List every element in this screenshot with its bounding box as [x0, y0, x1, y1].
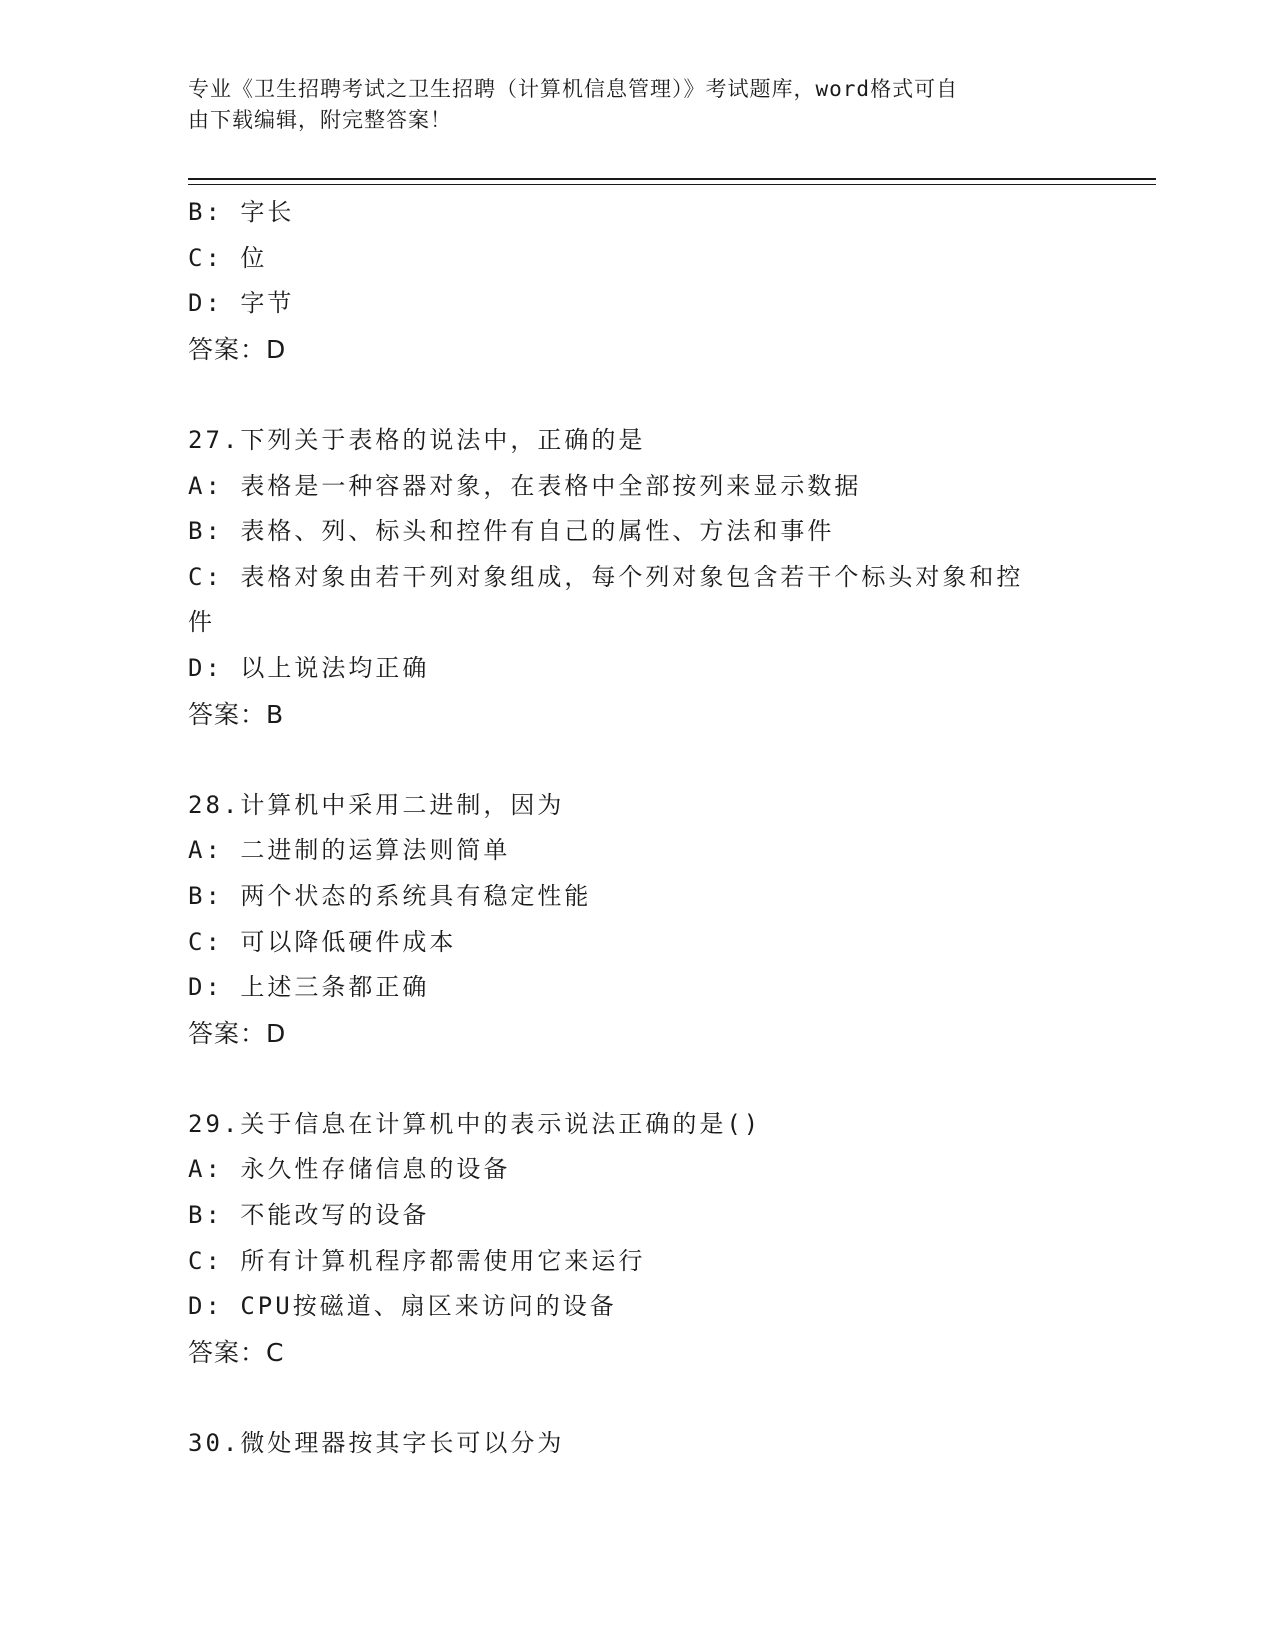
- question-spacer: [188, 737, 1088, 783]
- question-spacer: [188, 372, 1088, 418]
- option-b: B: 不能改写的设备: [188, 1201, 430, 1230]
- option-a: A: 表格是一种容器对象，在表格中全部按列来显示数据: [188, 471, 862, 500]
- document-header: [188, 74, 1088, 136]
- option-c: C: 表格对象由若干列对象组成，每个列对象包含若干个标头对象和控件: [188, 562, 1024, 637]
- option-c: C: 可以降低硬件成本: [188, 927, 457, 956]
- question-block-30: [188, 1421, 1088, 1467]
- option-d: D: CPU按磁道、扇区来访问的设备: [188, 1292, 617, 1321]
- question-stem: 28.计算机中采用二进制，因为: [188, 790, 565, 819]
- question-stem: 30.微处理器按其字长可以分为: [188, 1429, 565, 1458]
- header-rule-thick: [188, 178, 1156, 180]
- option-d: D: 字节: [188, 289, 295, 318]
- answer-line: 答案：C: [188, 1337, 285, 1367]
- option-d: D: 以上说法均正确: [188, 653, 430, 682]
- question-block-27: [188, 418, 1088, 737]
- question-spacer: [188, 1375, 1088, 1421]
- option-a: A: 二进制的运算法则简单: [188, 836, 511, 865]
- question-stem: 27.下列关于表格的说法中，正确的是: [188, 425, 646, 454]
- question-stem: 29.关于信息在计算机中的表示说法正确的是(): [188, 1109, 762, 1138]
- question-list: [188, 190, 1088, 1467]
- header-rule-thin: [188, 184, 1156, 185]
- question-block-28: [188, 783, 1088, 1057]
- option-b: B: 两个状态的系统具有稳定性能: [188, 881, 592, 910]
- option-c: C: 位: [188, 243, 268, 272]
- option-b: B: 表格、列、标头和控件有自己的属性、方法和事件: [188, 517, 835, 546]
- question-block-29: [188, 1102, 1088, 1376]
- option-d: D: 上述三条都正确: [188, 973, 430, 1002]
- option-a: A: 永久性存储信息的设备: [188, 1155, 511, 1184]
- header-line-1: 专业《卫生招聘考试之卫生招聘（计算机信息管理）》考试题库，word格式可自: [188, 77, 959, 101]
- question-block-26: [188, 190, 1088, 372]
- answer-line: 答案：B: [188, 699, 285, 729]
- option-b: B: 字长: [188, 198, 295, 226]
- question-spacer: [188, 1056, 1088, 1102]
- answer-line: 答案：D: [188, 334, 287, 364]
- option-c: C: 所有计算机程序都需使用它来运行: [188, 1246, 646, 1275]
- header-line-2: 由下载编辑，附完整答案！: [188, 108, 452, 132]
- answer-line: 答案：D: [188, 1018, 287, 1048]
